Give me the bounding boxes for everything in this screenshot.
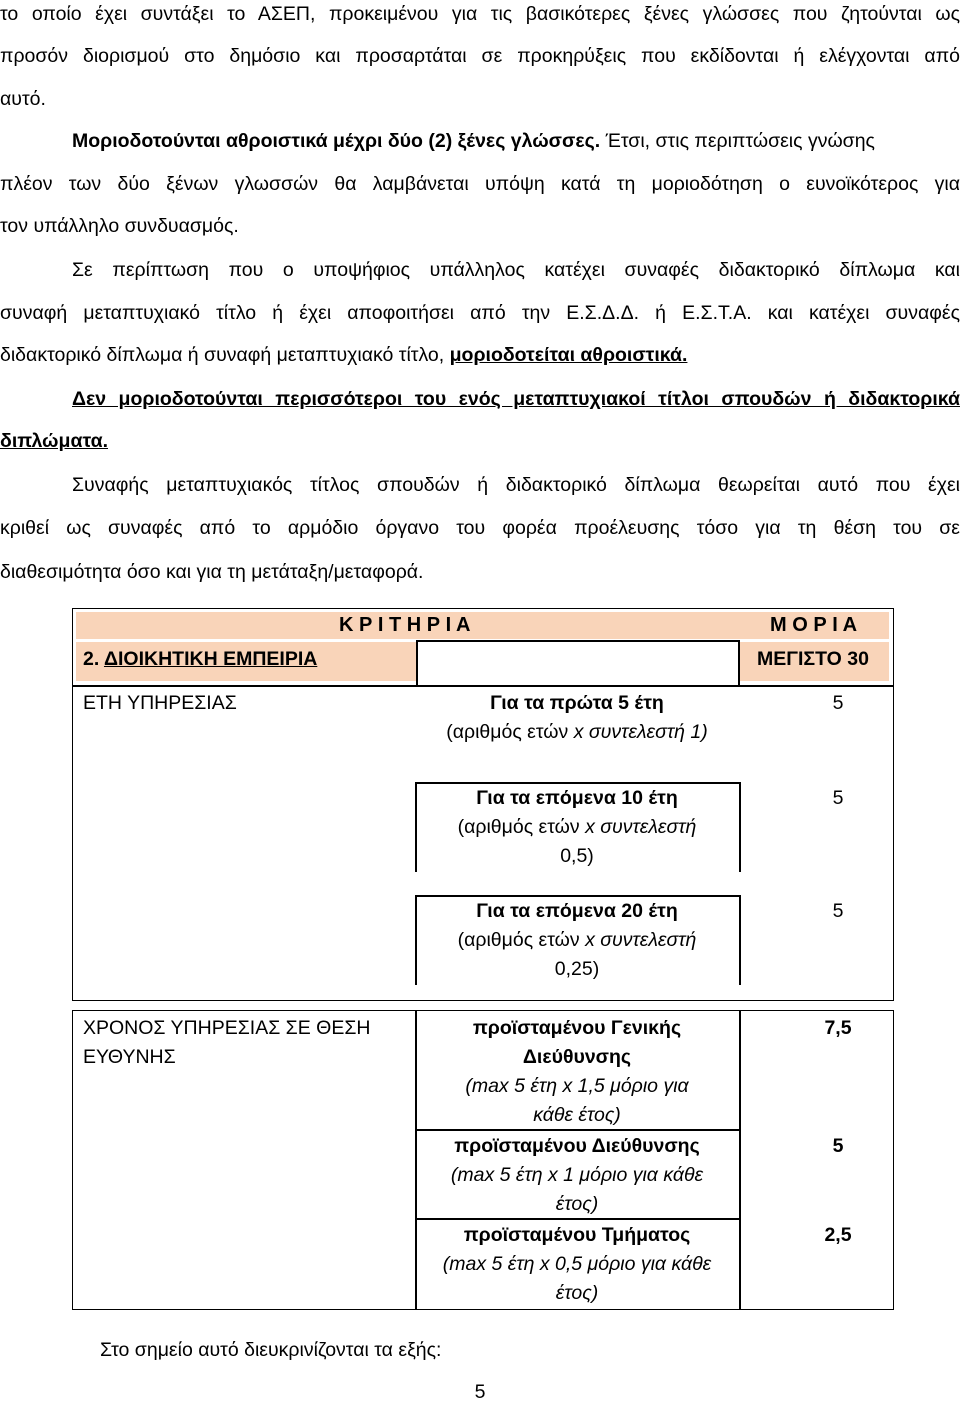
paragraph-line: πλέον των δύο ξένων γλωσσών θα λαμβάνεται υπόψη κατά τη μοριοδότηση ο ευνοϊκότερος για bbox=[0, 173, 960, 195]
row-criterion: Για τα πρώτα 5 έτη (αριθμός ετών x συντελεστή 1) bbox=[446, 692, 708, 743]
row-criterion: προϊσταμένου Γενικής Διεύθυνσης (max 5 έτη x 1,5 μόριο για κάθε έτος) bbox=[465, 1017, 689, 1126]
paragraph-line: Δεν μοριοδοτούνται περισσότεροι του ενός μεταπτυχιακοί τίτλοι σπουδών ή διδακτορικά bbox=[72, 388, 960, 410]
row-points: 5 bbox=[832, 787, 844, 809]
divider bbox=[739, 895, 741, 985]
plain-text: διδακτορικό δίπλωμα ή συναφή μεταπτυχιακό τίτλο, bbox=[0, 344, 445, 366]
row-label: ΕΤΗ ΥΠΗΡΕΣΙΑΣ bbox=[83, 692, 237, 714]
row-points: 5 bbox=[832, 1135, 844, 1157]
row-points: 5 bbox=[832, 692, 844, 714]
section-title: 2. ΔΙΟΙΚΗΤΙΚΗ ΕΜΠΕΙΡΙΑ bbox=[83, 648, 318, 670]
plain-text: Έτσι, στις περιπτώσεις γνώσης bbox=[605, 130, 875, 152]
paragraph-line: Στο σημείο αυτό διευκρινίζονται τα εξής: bbox=[100, 1339, 442, 1361]
paragraph-line: το οποίο έχει συντάξει το ΑΣΕΠ, προκειμένου για τις βασικότερες ξένες γλώσσες που ζητούνται ως bbox=[0, 3, 960, 25]
row-criterion: Για τα επόμενα 20 έτη (αριθμός ετών x συντελεστή 0,25) bbox=[457, 900, 697, 980]
row-criterion: προϊσταμένου Τμήματος (max 5 έτη x 0,5 μόριο για κάθε έτος) bbox=[442, 1224, 712, 1304]
row-label: ΧΡΟΝΟΣ ΥΠΗΡΕΣΙΑΣ ΣΕ ΘΕΣΗ ΕΥΘΥΝΗΣ bbox=[83, 1017, 371, 1068]
page-number: 5 bbox=[474, 1381, 486, 1403]
paragraph-line: κριθεί ως συναφές από το αρμόδιο όργανο του φορέα προέλευσης τόσο για τη θέση του σε bbox=[0, 517, 960, 539]
row-points: 7,5 bbox=[824, 1017, 852, 1039]
bold-text: Μοριοδοτούνται αθροιστικά μέχρι δύο (2) ξένες γλώσσες. bbox=[72, 130, 601, 152]
row-criterion: προϊσταμένου Διεύθυνσης (max 5 έτη x 1 μόριο για κάθε έτος) bbox=[450, 1135, 704, 1215]
paragraph-line: Σε περίπτωση που ο υποψήφιος υπάλληλος κατέχει συναφές διδακτορικό δίπλωμα και bbox=[72, 259, 960, 281]
divider bbox=[739, 1011, 741, 1309]
paragraph-line bbox=[72, 127, 960, 155]
table-header bbox=[72, 608, 894, 686]
divider bbox=[416, 640, 418, 685]
paragraph-line: διπλώματα. bbox=[0, 430, 109, 452]
paragraph-line: τον υπάλληλο συνδυασμός. bbox=[0, 215, 239, 237]
paragraph-line: διαθεσιμότητα όσο και για τη μετάταξη/μεταφορά. bbox=[0, 561, 424, 583]
bold-underlined-text: μοριοδοτείται αθροιστικά. bbox=[449, 344, 688, 366]
divider bbox=[416, 640, 740, 642]
row-points: 2,5 bbox=[824, 1224, 852, 1246]
criteria-table bbox=[72, 608, 894, 1310]
paragraph-line: συναφή μεταπτυχιακό τίτλο ή έχει αποφοιτήσει από την Ε.Σ.Δ.Δ. ή Ε.Σ.Τ.Α. και κατέχει συναφές bbox=[0, 302, 960, 324]
row-points: 5 bbox=[832, 900, 844, 922]
divider bbox=[738, 640, 740, 685]
header-criteria: Κ Ρ Ι Τ Η Ρ Ι Α bbox=[339, 614, 471, 636]
divider bbox=[739, 782, 741, 872]
group-position-of-responsibility bbox=[72, 1010, 894, 1310]
group-years-of-service bbox=[72, 686, 894, 1001]
header-points: Μ Ο Ρ Ι Α bbox=[770, 614, 858, 636]
paragraph-line: Συναφής μεταπτυχιακός τίτλος σπουδών ή διδακτορικό δίπλωμα θεωρείται αυτό που έχει bbox=[72, 474, 960, 496]
paragraph-line: αυτό. bbox=[0, 88, 46, 110]
section-max: ΜΕΓΙΣΤΟ 30 bbox=[757, 648, 869, 670]
row-criterion: Για τα επόμενα 10 έτη (αριθμός ετών x συντελεστή 0,5) bbox=[457, 787, 697, 867]
paragraph-line bbox=[0, 341, 960, 369]
paragraph-line: προσόν διορισμού στο δημόσιο και προσαρτάται σε προκηρύξεις που εκδίδονται ή ελέγχονται από bbox=[0, 45, 960, 67]
